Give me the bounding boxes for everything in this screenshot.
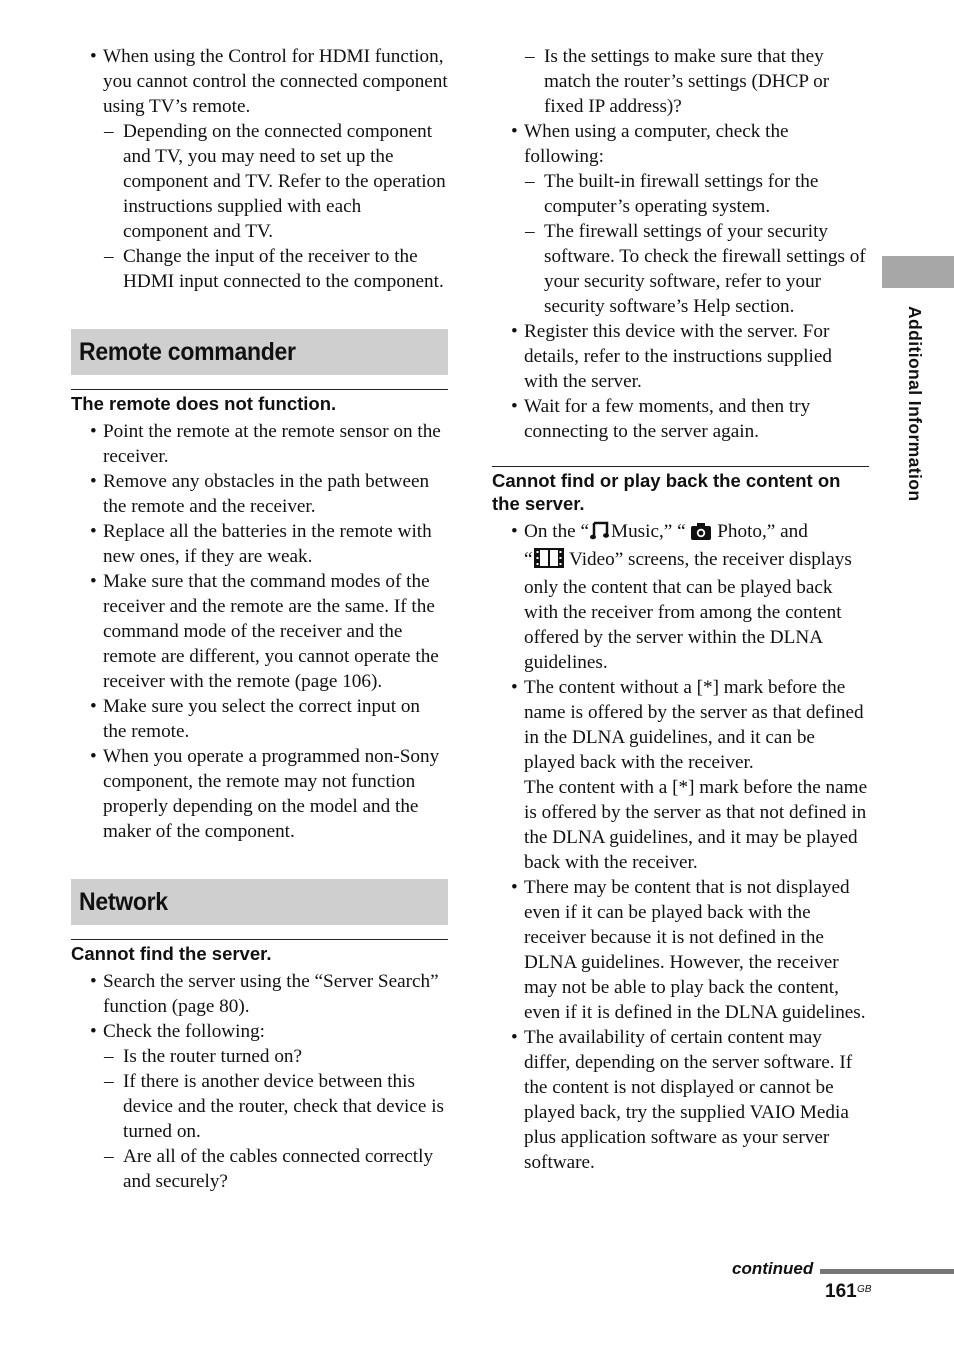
list-item: • When using the Control for HDMI function, you cannot control the connected component using TV’s remote.: [90, 46, 448, 117]
list-subitem: – Are all of the cables connected correctly and securely?: [104, 1146, 434, 1192]
list-item: • When you operate a programmed non-Sony component, the remote may not function properly depending on the model and the maker of the component.: [90, 746, 440, 842]
subheading: Cannot find the server.: [71, 939, 448, 965]
list-subitem: – The built-in firewall settings for the computer’s operating system.: [525, 171, 819, 217]
list-item: • On the “ Music,” “ Photo,” and “ Video” screens, the receiver displays only the content that can be played back with the receiver from among the content offered by the server within the DLNA guidelines.: [511, 521, 852, 673]
section-header-network: Network: [71, 879, 448, 925]
list-item: • Make sure that the command modes of the receiver and the remote are the same. If the command mode of the receiver and the remote are different, you cannot operate the receiver with the remote (page 106).: [90, 571, 439, 692]
list-item: • Remove any obstacles in the path between the remote and the receiver.: [90, 471, 430, 517]
page-suffix: GB: [857, 1284, 872, 1295]
subheading: The remote does not function.: [71, 389, 448, 415]
side-tab-marker: [882, 256, 954, 288]
list-item: • The availability of certain content may differ, depending on the server software. If the content is not displayed or cannot be played back, try the supplied VAIO Media plus application software as your server software.: [511, 1027, 853, 1173]
list-item: • Search the server using the “Server Search” function (page 80).: [90, 971, 439, 1017]
list-item: • The content without a [*] mark before the name is offered by the server as that defined in the DLNA guidelines, and it can be played back with the receiver.: [511, 677, 864, 773]
continued-label: continued: [732, 1259, 814, 1278]
side-tab-label: Additional Information: [905, 306, 925, 502]
page-number: 161: [825, 1281, 857, 1302]
list-subitem: – The firewall settings of your security software. To check the firewall settings of your security software, refer to your security software’s Help section.: [525, 221, 866, 317]
section-header-remote: Remote commander: [71, 329, 448, 375]
film-strip-icon: [534, 548, 564, 575]
list-subitem: – Depending on the connected component and TV, you may need to set up the component and TV. Refer to the operation instructions supplied with each component and TV.: [104, 121, 446, 242]
list-subitem: – Change the input of the receiver to the HDMI input connected to the component.: [104, 246, 444, 292]
list-item: • Replace all the batteries in the remote with new ones, if they are weak.: [90, 521, 432, 567]
camera-icon: [691, 522, 711, 547]
subheading: Cannot find or play back the content on the server.: [492, 466, 869, 515]
list-subitem: – Is the settings to make sure that they match the router’s settings (DHCP or fixed IP address)?: [525, 46, 830, 117]
list-item: • When using a computer, check the following:: [511, 121, 789, 167]
music-note-icon: [590, 520, 610, 547]
list-item: • Wait for a few moments, and then try connecting to the server again.: [511, 396, 811, 442]
list-item: • Check the following:: [90, 1021, 265, 1042]
list-item: • There may be content that is not displayed even if it can be played back with the receiver because it is not defined in the DLNA guidelines. However, the receiver may not be able to play back the content, even if it is defined in the DLNA guidelines.: [511, 877, 866, 1023]
right-column: [492, 44, 869, 1175]
list-item-continuation: The content with a [*] mark before the name is offered by the server as that not defined in the DLNA guidelines, and it may be played back with the receiver.: [524, 777, 868, 873]
list-item: • Point the remote at the remote sensor on the receiver.: [90, 421, 441, 467]
list-subitem: – Is the router turned on?: [104, 1046, 303, 1067]
list-item: • Register this device with the server. For details, refer to the instructions supplied with the server.: [511, 321, 832, 392]
list-subitem: – If there is another device between this device and the router, check that device is turned on.: [104, 1071, 445, 1142]
continued-bar: [820, 1269, 954, 1274]
left-column: [71, 44, 448, 1194]
list-item: • Make sure you select the correct input on the remote.: [90, 696, 421, 742]
